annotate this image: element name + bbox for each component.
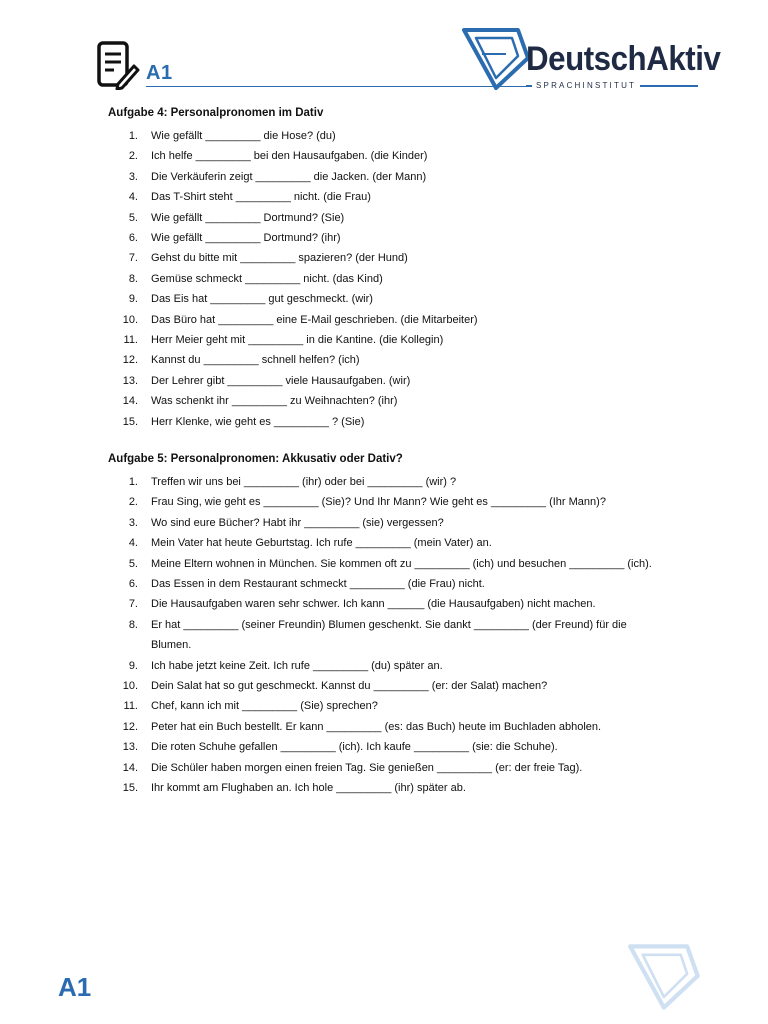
logo-watermark-icon bbox=[628, 944, 704, 1012]
item-text: Was schenkt ihr _________ zu Weihnachten? (ihr) bbox=[151, 395, 398, 408]
aufgabe-4-item bbox=[108, 167, 728, 187]
item-number: 14. bbox=[122, 761, 138, 774]
item-text: Die roten Schuhe gefallen _________ (ich). Ich kaufe _________ (sie: die Schuhe). bbox=[151, 741, 558, 754]
item-text: Blumen. bbox=[151, 639, 192, 652]
item-text: Herr Klenke, wie geht es _________ ? (Sie) bbox=[151, 415, 365, 428]
item-number: 7. bbox=[128, 252, 138, 265]
aufgabe-5-item bbox=[108, 676, 728, 696]
item-text: Peter hat ein Buch bestellt. Er kann _________ (es: das Buch) heute im Buchladen abholen. bbox=[151, 720, 602, 733]
aufgabe-5-item bbox=[108, 758, 728, 778]
aufgabe-4-item bbox=[108, 269, 728, 289]
aufgabe-5-item bbox=[108, 717, 728, 737]
item-text: Gemüse schmeckt _________ nicht. (das Kind) bbox=[151, 272, 383, 285]
aufgabe-5-list bbox=[108, 472, 728, 799]
item-text: Das T-Shirt steht _________ nicht. (die Frau) bbox=[151, 191, 371, 204]
aufgabe-5-section bbox=[108, 452, 728, 799]
item-number: 13. bbox=[122, 741, 138, 754]
aufgabe-5-item bbox=[108, 574, 728, 594]
aufgabe-4-item bbox=[108, 228, 728, 248]
aufgabe-4-item bbox=[108, 350, 728, 370]
item-number: 15. bbox=[122, 415, 138, 428]
aufgabe-5-item bbox=[108, 696, 728, 716]
item-number: 5. bbox=[128, 557, 138, 570]
item-text: Ich helfe _________ bei den Hausaufgaben. (die Kinder) bbox=[151, 150, 428, 163]
worksheet-icon bbox=[96, 40, 140, 90]
aufgabe-5-item bbox=[108, 533, 728, 553]
aufgabe-4-list bbox=[108, 126, 728, 432]
item-number: 9. bbox=[128, 659, 138, 672]
aufgabe-5-item bbox=[108, 472, 728, 492]
aufgabe-4-item bbox=[108, 248, 728, 268]
aufgabe-5-item bbox=[108, 554, 728, 574]
item-number: 2. bbox=[128, 496, 138, 509]
item-text: Die Hausaufgaben waren sehr schwer. Ich kann ______ (die Hausaufgaben) nicht machen. bbox=[151, 598, 596, 611]
item-text: Mein Vater hat heute Geburtstag. Ich rufe _________ (mein Vater) an. bbox=[151, 537, 492, 550]
aufgabe-4-section bbox=[108, 106, 728, 432]
aufgabe-5-item bbox=[108, 778, 728, 798]
aufgabe-4-item bbox=[108, 330, 728, 350]
aufgabe-5-item bbox=[108, 656, 728, 676]
brand-subtitle-bar bbox=[526, 81, 698, 91]
item-text: Der Lehrer gibt _________ viele Hausaufgaben. (wir) bbox=[151, 374, 411, 387]
aufgabe-4-item bbox=[108, 310, 728, 330]
aufgabe-4-item bbox=[108, 289, 728, 309]
aufgabe-5-item bbox=[108, 615, 728, 635]
item-text: Herr Meier geht mit _________ in die Kantine. (die Kollegin) bbox=[151, 334, 444, 347]
item-text: Das Eis hat _________ gut geschmeckt. (wir) bbox=[151, 293, 373, 306]
item-number: 8. bbox=[128, 618, 138, 631]
aufgabe-4-title: Aufgabe 4: Personalpronomen im Dativ bbox=[108, 107, 324, 119]
item-number: 10. bbox=[122, 680, 138, 693]
aufgabe-4-item bbox=[108, 126, 728, 146]
brand-name: DeutschAktiv bbox=[526, 40, 721, 78]
item-number: 1. bbox=[128, 476, 138, 488]
aufgabe-5-title: Aufgabe 5: Personalpronomen: Akkusativ oder Dativ? bbox=[108, 453, 403, 465]
item-text: Gehst du bitte mit _________ spazieren? (der Hund) bbox=[151, 252, 408, 265]
item-text: Kannst du _________ schnell helfen? (ich) bbox=[151, 354, 360, 367]
item-number: 15. bbox=[122, 782, 138, 795]
item-number: 12. bbox=[122, 354, 138, 367]
item-text: Das Büro hat _________ eine E-Mail geschrieben. (die Mitarbeiter) bbox=[151, 313, 478, 326]
brand-subtitle: SPRACHINSTITUT bbox=[532, 81, 640, 91]
item-text: Wo sind eure Bücher? Habt ihr _________ (sie) vergessen? bbox=[151, 516, 444, 529]
item-text: Das Essen in dem Restaurant schmeckt _________ (die Frau) nicht. bbox=[151, 578, 485, 591]
item-number: 7. bbox=[128, 598, 138, 611]
aufgabe-5-item bbox=[108, 513, 728, 533]
aufgabe-4-item bbox=[108, 208, 728, 228]
item-number: 13. bbox=[122, 374, 138, 387]
footer-level-label: A1 bbox=[58, 972, 92, 1002]
item-number: 9. bbox=[128, 293, 138, 306]
item-text: Ihr kommt am Flughaben an. Ich hole _________ (ihr) später ab. bbox=[151, 782, 466, 795]
item-text: Die Verkäuferin zeigt _________ die Jacken. (der Mann) bbox=[151, 170, 427, 183]
aufgabe-4-item bbox=[108, 412, 728, 432]
item-text: Chef, kann ich mit _________ (Sie) sprechen? bbox=[151, 700, 378, 713]
item-number: 2. bbox=[128, 150, 138, 163]
item-number: 14. bbox=[122, 395, 138, 408]
aufgabe-4-item bbox=[108, 371, 728, 391]
item-number: 1. bbox=[128, 130, 138, 142]
item-text: Ich habe jetzt keine Zeit. Ich rufe _________ (du) später an. bbox=[151, 659, 443, 672]
item-text: Wie gefällt _________ Dortmund? (Sie) bbox=[151, 211, 345, 224]
item-text: Meine Eltern wohnen in München. Sie kommen oft zu _________ (ich) und besuchen _________ (ich). bbox=[151, 557, 652, 570]
item-text: Die Schüler haben morgen einen freien Tag. Sie genießen _________ (er: der freie Tag). bbox=[151, 761, 583, 774]
item-text: Wie gefällt _________ Dortmund? (ihr) bbox=[151, 232, 341, 245]
aufgabe-5-item bbox=[108, 594, 728, 614]
item-text: Dein Salat hat so gut geschmeckt. Kannst du _________ (er: der Salat) machen? bbox=[151, 680, 548, 693]
page-header bbox=[0, 0, 768, 100]
item-number: 6. bbox=[128, 232, 138, 245]
item-text: Treffen wir uns bei _________ (ihr) oder bei _________ (wir) ? bbox=[151, 476, 457, 488]
item-number: 5. bbox=[128, 211, 138, 224]
level-label: A1 bbox=[146, 62, 173, 84]
item-number: 12. bbox=[122, 720, 138, 733]
aufgabe-5-item bbox=[108, 737, 728, 757]
item-number: 11. bbox=[123, 334, 138, 347]
item-text: Er hat _________ (seiner Freundin) Blumen geschenkt. Sie dankt _________ (der Freund) für die bbox=[151, 618, 627, 631]
item-number: 8. bbox=[128, 272, 138, 285]
item-number: 4. bbox=[128, 537, 138, 550]
aufgabe-5-item bbox=[108, 635, 728, 655]
deutschaktiv-logo-icon bbox=[462, 28, 534, 92]
item-number: 4. bbox=[128, 191, 138, 204]
aufgabe-4-item bbox=[108, 391, 728, 411]
item-text: Frau Sing, wie geht es _________ (Sie)? Und Ihr Mann? Wie geht es _________ (Ihr Mann)? bbox=[151, 496, 606, 509]
item-number: 3. bbox=[128, 516, 138, 529]
item-number: 3. bbox=[128, 170, 138, 183]
item-text: Wie gefällt _________ die Hose? (du) bbox=[151, 130, 336, 142]
aufgabe-4-item bbox=[108, 187, 728, 207]
aufgabe-5-item bbox=[108, 492, 728, 512]
aufgabe-4-item bbox=[108, 146, 728, 166]
item-number: 10. bbox=[122, 313, 138, 326]
item-number: 6. bbox=[128, 578, 138, 591]
item-number: 11. bbox=[123, 700, 138, 713]
